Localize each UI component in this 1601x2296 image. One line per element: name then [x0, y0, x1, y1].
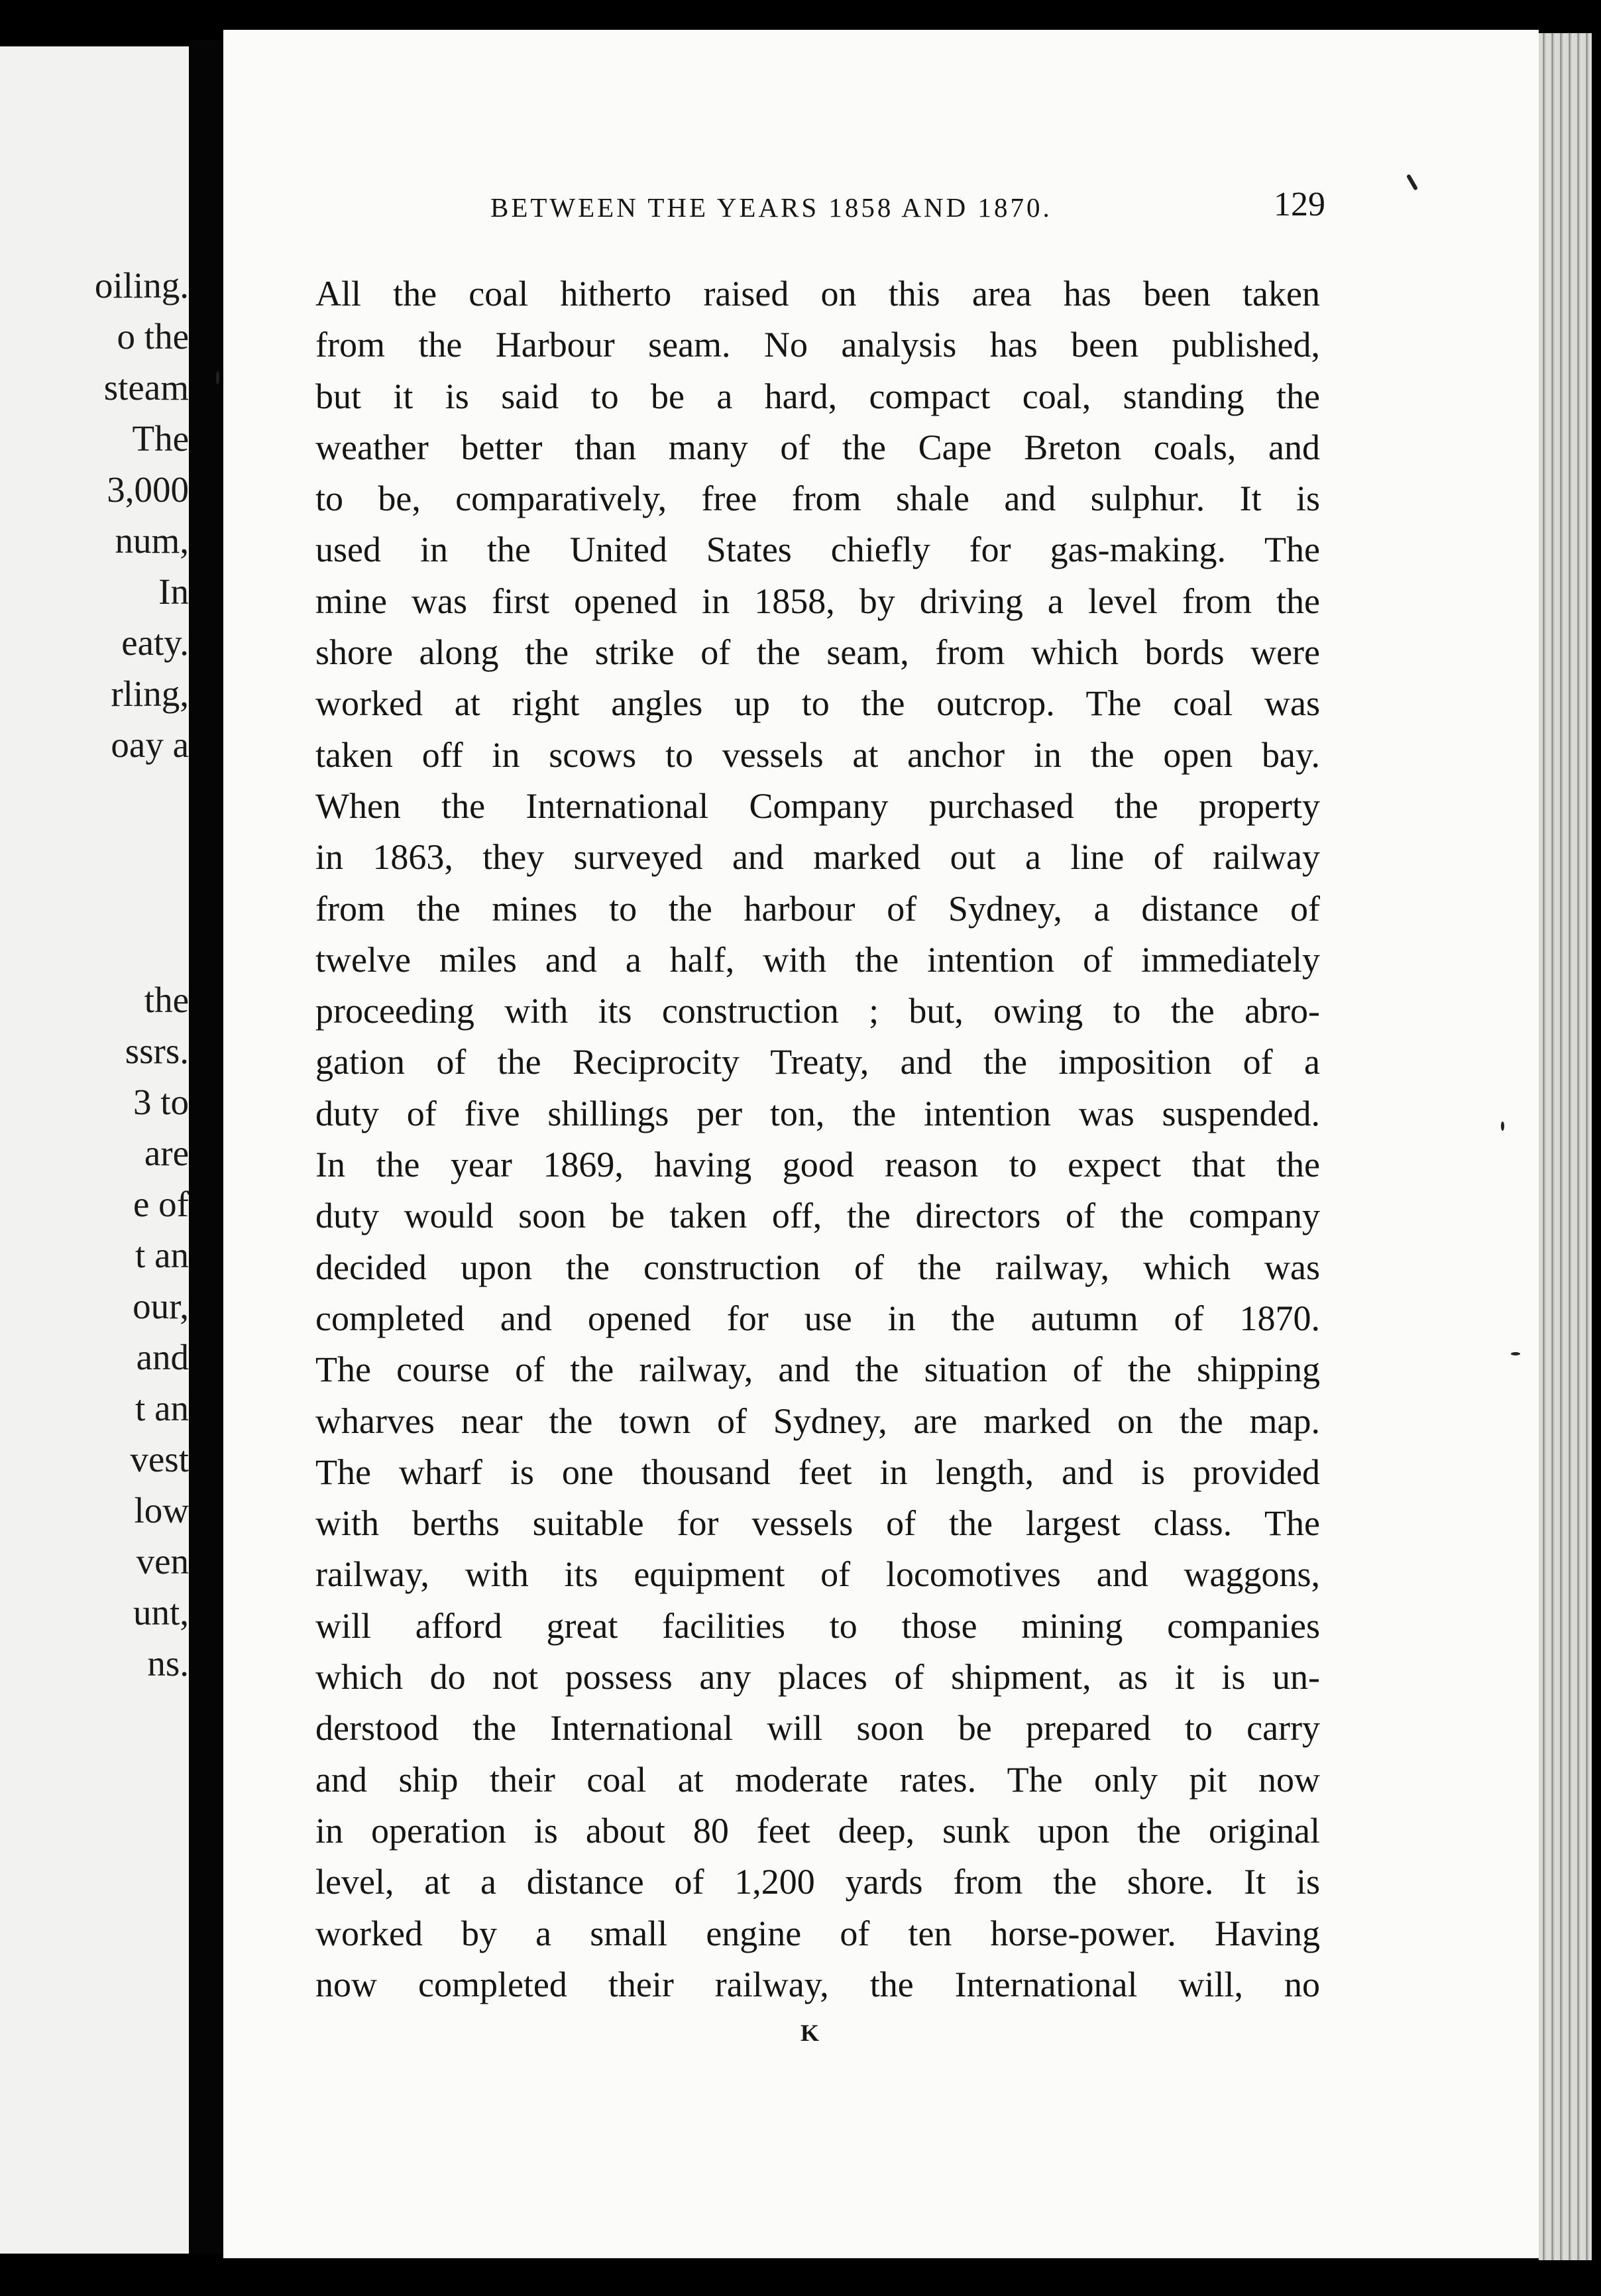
left-fragment-line: our,	[133, 1286, 189, 1326]
left-fragment-line: eaty.	[121, 622, 189, 663]
previous-page-fragment	[0, 46, 189, 2254]
body-line: from the mines to the harbour of Sydney, a distance of	[315, 888, 1320, 929]
body-line: from the Harbour seam. No analysis has been published,	[315, 325, 1320, 365]
left-fragment-line: ns.	[147, 1643, 189, 1684]
body-text	[315, 268, 1320, 2010]
body-line: now completed their railway, the International will, no	[315, 1964, 1320, 2004]
left-fragment-line	[95, 821, 189, 872]
body-line: decided upon the construction of the railway, which was	[315, 1247, 1320, 1287]
scan-speck	[1501, 1121, 1504, 1131]
left-fragment-line: unt,	[133, 1592, 189, 1633]
body-line: railway, with its equipment of locomotives and waggons,	[315, 1554, 1320, 1595]
body-line: completed and opened for use in the autumn of 1870.	[315, 1298, 1320, 1338]
left-fragment-line: vest	[130, 1439, 189, 1479]
left-fragment-line	[95, 923, 189, 974]
left-fragment-line: In	[158, 571, 189, 612]
left-fragment-line	[95, 770, 189, 821]
page-edge-stack	[1539, 33, 1592, 2260]
body-line: but it is said to be a hard, compact coal, standing the	[315, 376, 1320, 416]
left-fragment-line: o the	[117, 316, 189, 357]
body-line: proceeding with its construction ; but, owing to the abro-	[315, 991, 1320, 1031]
previous-page-line-ends	[0, 260, 189, 1689]
left-fragment-line: The	[132, 418, 189, 459]
left-fragment-line: ssrs.	[125, 1031, 189, 1071]
running-head	[262, 156, 1325, 223]
body-line: duty would soon be taken off, the directors of the company	[315, 1196, 1320, 1236]
body-line: mine was first opened in 1858, by driving a level from the	[315, 581, 1320, 621]
body-line: used in the United States chiefly for gas-making. The	[315, 530, 1320, 570]
body-line: level, at a distance of 1,200 yards from the shore. It is	[315, 1862, 1320, 1902]
left-fragment-line: 3,000	[107, 469, 189, 510]
left-fragment-line: low	[134, 1490, 189, 1530]
body-line: All the coal hitherto raised on this area has been taken	[315, 274, 1320, 314]
left-fragment-line	[95, 872, 189, 923]
body-line: gation of the Reciprocity Treaty, and the imposition of a	[315, 1042, 1320, 1082]
left-fragment-line: e of	[133, 1184, 189, 1224]
left-fragment-line: and	[136, 1337, 189, 1377]
body-line: The wharf is one thousand feet in length, and is provided	[315, 1452, 1320, 1492]
left-fragment-line: the	[144, 980, 189, 1020]
left-fragment-line: num,	[115, 520, 189, 561]
body-line: worked at right angles up to the outcrop. The coal was	[315, 683, 1320, 724]
left-fragment-line: rling,	[111, 673, 189, 714]
body-line: taken off in scows to vessels at anchor in the open bay.	[315, 734, 1320, 775]
scan-speck	[1511, 1352, 1520, 1355]
body-line: which do not possess any places of shipment, as it is un-	[315, 1657, 1320, 1697]
body-line: in 1863, they surveyed and marked out a line of railway	[315, 837, 1320, 878]
left-fragment-line: steam	[103, 367, 189, 408]
body-line: derstood the International will soon be prepared to carry	[315, 1708, 1320, 1749]
body-line: In the year 1869, having good reason to expect that the	[315, 1145, 1320, 1185]
left-fragment-line: t an	[135, 1388, 189, 1428]
body-line: to be, comparatively, free from shale and sulphur. It is	[315, 479, 1320, 519]
body-line: twelve miles and a half, with the intention of immediately	[315, 939, 1320, 980]
body-line: weather better than many of the Cape Breton coals, and	[315, 427, 1320, 467]
page-number: 129	[1274, 186, 1325, 223]
body-line: will afford great facilities to those mining companies	[315, 1605, 1320, 1646]
body-line: duty of five shillings per ton, the intention was suspended.	[315, 1093, 1320, 1133]
signature-mark: K	[800, 2020, 820, 2046]
body-line: wharves near the town of Sydney, are marked on the map.	[315, 1401, 1320, 1441]
body-line: The course of the railway, and the situation of the shipping	[315, 1349, 1320, 1390]
body-line: and ship their coal at moderate rates. The only pit now	[315, 1759, 1320, 1800]
body-line: worked by a small engine of ten horse-power. Having	[315, 1913, 1320, 1953]
left-fragment-line: ven	[136, 1541, 189, 1581]
running-head-title: BETWEEN THE YEARS 1858 AND 1870.	[490, 192, 1052, 223]
body-line: in operation is about 80 feet deep, sunk upon the original	[315, 1810, 1320, 1851]
left-fragment-line: 3 to	[133, 1082, 189, 1122]
left-fragment-line: oay a	[111, 724, 189, 765]
body-line: shore along the strike of the seam, from which bords were	[315, 632, 1320, 673]
left-fragment-line: are	[144, 1133, 189, 1173]
body-line: When the International Company purchased the property	[315, 785, 1320, 826]
body-line: with berths suitable for vessels of the largest class. The	[315, 1503, 1320, 1544]
left-fragment-line: t an	[135, 1235, 189, 1275]
left-fragment-line: oiling.	[94, 265, 189, 306]
scan-speck	[216, 371, 219, 384]
